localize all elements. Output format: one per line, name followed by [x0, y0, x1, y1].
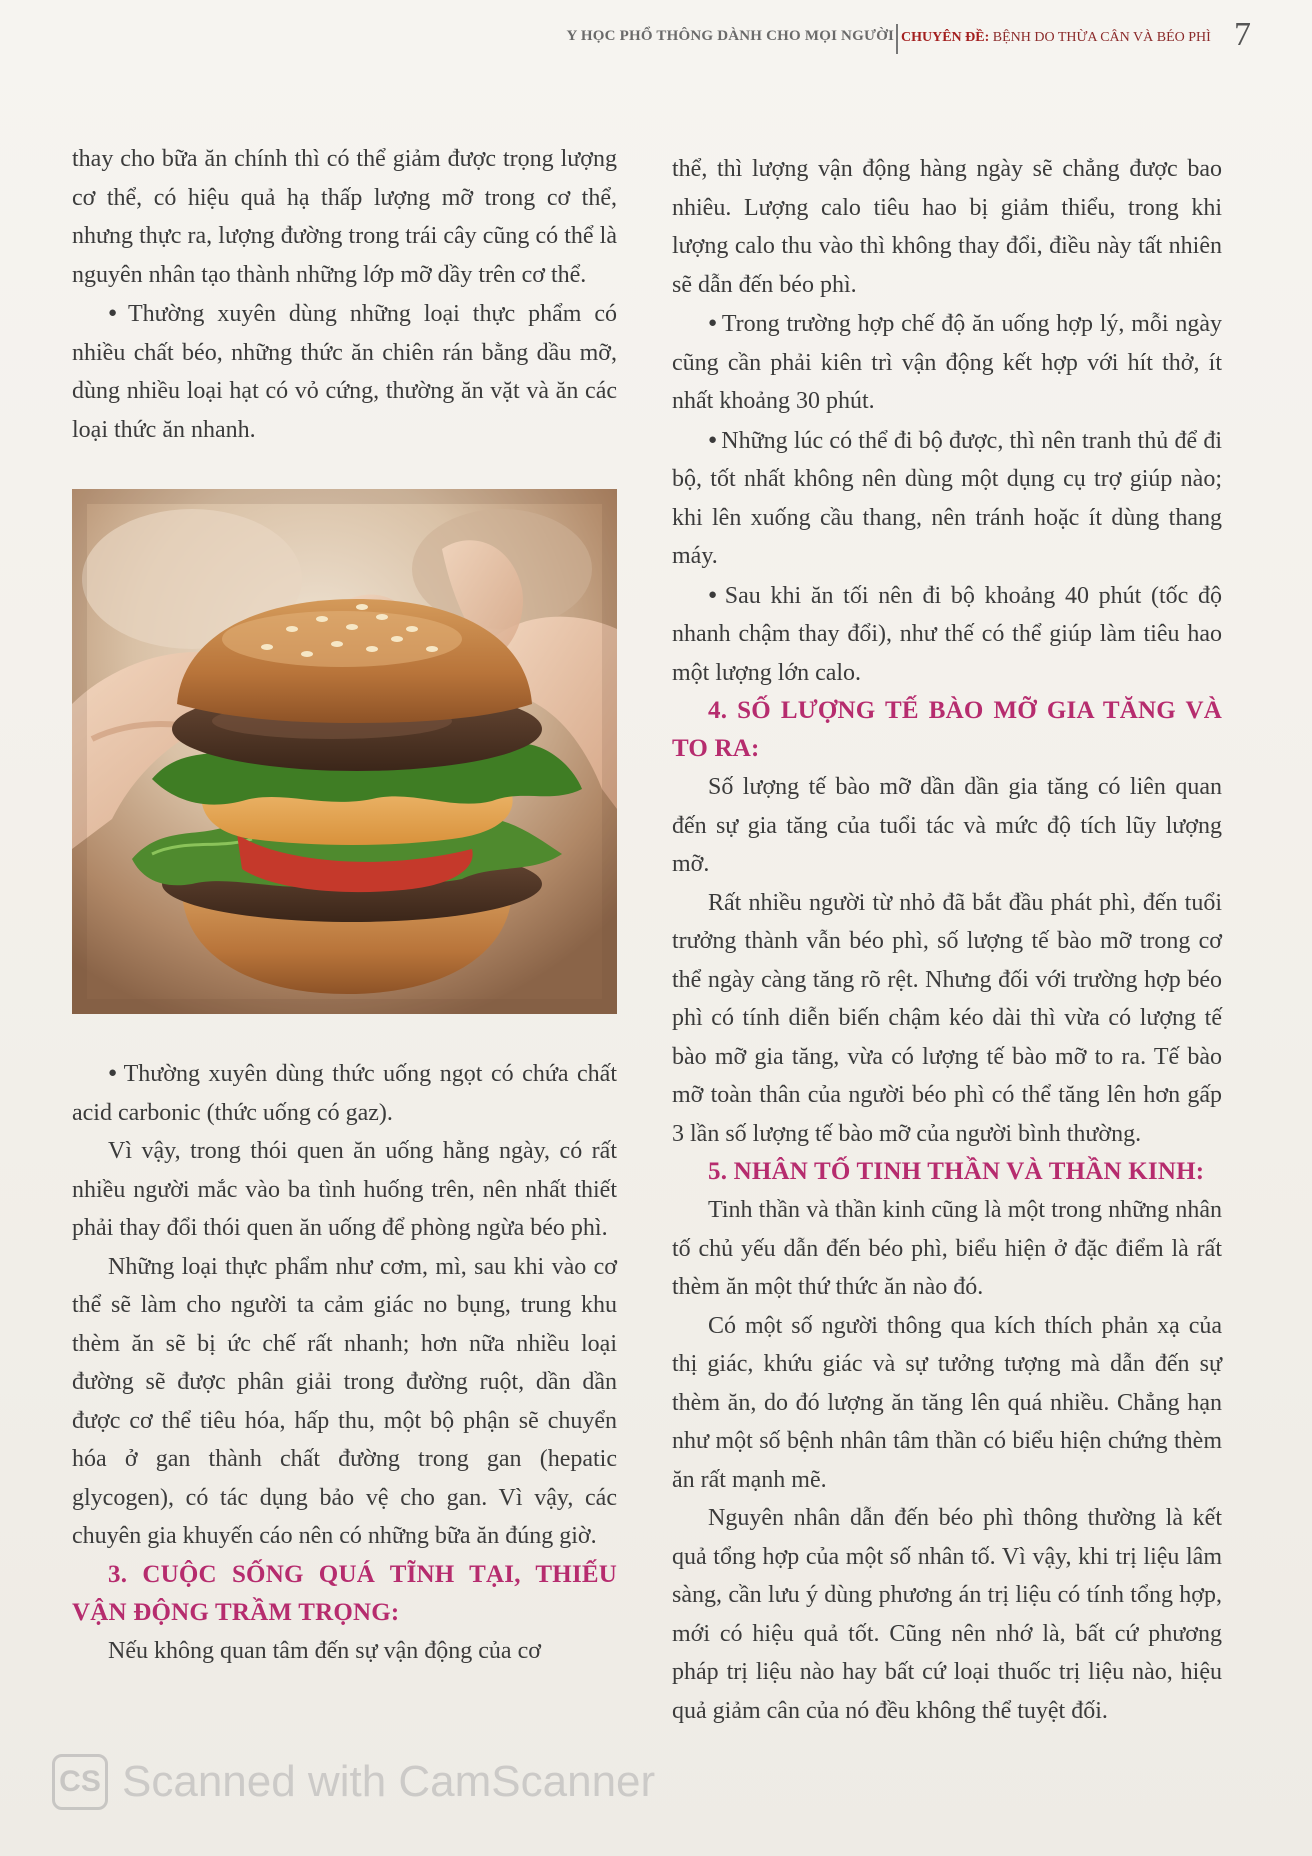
burger-photo — [72, 489, 617, 1014]
section-heading-4: 4. SỐ LƯỢNG TẾ BÀO MỠ GIA TĂNG VÀ TO RA: — [672, 697, 1222, 762]
header-topic-label: CHUYÊN ĐỀ: — [901, 30, 990, 45]
section-heading-3: 3. CUỘC SỐNG QUÁ TĨNH TẠI, THIẾU VẬN ĐỘNG TRẦM TRỌNG: — [72, 1560, 617, 1626]
bullet-paragraph — [672, 304, 1222, 421]
page-number: 7 — [1234, 16, 1251, 53]
bullet-paragraph — [672, 421, 1222, 576]
watermark-text: Scanned with CamScanner — [122, 1757, 656, 1806]
bullet-text: Thường xuyên dùng những loại thực phẩm có nhiều chất béo, những thức ăn chiên rán bằng dầu mỡ, dùng nhiều loại hạt có vỏ cứng, thường ăn vặt và ăn các loại thức ăn nhanh. — [72, 301, 617, 443]
bullet-paragraph — [672, 576, 1222, 693]
paragraph: Số lượng tế bào mỡ dần dần gia tăng có liên quan đến sự gia tăng của tuổi tác và mức độ tích lũy lượng mỡ. — [672, 774, 1222, 877]
burger-illustration — [72, 489, 617, 1014]
bullet-text: Sau khi ăn tối nên đi bộ khoảng 40 phút (tốc độ nhanh chậm thay đổi), như thế có thể giúp làm tiêu hao một lượng lớn calo. — [672, 582, 1223, 686]
paragraph: thể, thì lượng vận động hàng ngày sẽ chẳng được bao nhiêu. Lượng calo tiêu hao bị giảm thiểu, trong khi lượng calo thu vào thì không thay đổi, điều này tất nhiên sẽ dẫn đến béo phì. — [672, 156, 1222, 298]
bullet-text: Những lúc có thể đi bộ được, thì nên tranh thủ để đi bộ, tốt nhất không nên dùng một dụng cụ trợ giúp nào; khi lên xuống cầu thang, nên tránh hoặc ít dùng thang máy. — [672, 427, 1222, 569]
paragraph: Rất nhiều người từ nhỏ đã bắt đầu phát phì, đến tuổi trưởng thành vẫn béo phì, số lượng tế bào mỡ trong cơ thể ngày càng tăng rõ rệt. Nhưng đối với trường hợp béo phì có tính diễn biến chậm kéo dài thì vừa có lượng tế bào mỡ gia tăng, vừa có lượng tế bào mỡ to ra. Tế bào mỡ toàn thân của người béo phì có thể tăng lên hơn gấp 3 lần số lượng tế bào mỡ của người bình thường. — [672, 889, 1222, 1147]
paragraph: Vì vậy, trong thói quen ăn uống hằng ngày, có rất nhiều người mắc vào ba tình huống trên, nên nhất thiết phải thay đổi thói quen ăn uống để phòng ngừa béo phì. — [72, 1138, 617, 1241]
scanner-watermark — [52, 1752, 692, 1812]
paragraph: Tinh thần và thần kinh cũng là một trong những nhân tố chủ yếu dẫn đến béo phì, biểu hiện ở đặc điểm là rất thèm ăn một thứ thức ăn nào đó. — [672, 1197, 1222, 1300]
running-header — [0, 16, 1312, 62]
left-column — [72, 140, 617, 1670]
paragraph: Có một số người thông qua kích thích phản xạ của thị giác, khứu giác và sự tưởng tượng mà dẫn đến sự thèm ăn, do đó lượng ăn tăng lên quá nhiều. Chẳng hạn như một số bệnh nhân tâm thần có biểu hiện chứng thèm ăn rất mạnh mẽ. — [672, 1312, 1222, 1493]
right-column — [672, 150, 1222, 1730]
bullet-paragraph — [72, 294, 617, 449]
bullet-paragraph — [72, 1054, 617, 1132]
paragraph: Nếu không quan tâm đến sự vận động của cơ — [108, 1637, 541, 1664]
bullet-text: Thường xuyên dùng thức uống ngọt có chứa chất acid carbonic (thức uống có gaz). — [72, 1061, 618, 1126]
header-topic — [901, 30, 1211, 46]
header-topic-text: BỆNH DO THỪA CÂN VÀ BÉO PHÌ — [992, 30, 1211, 45]
camscanner-logo: CS — [52, 1754, 108, 1810]
header-divider — [896, 24, 898, 54]
paragraph: Nguyên nhân dẫn đến béo phì thông thường là kết quả tổng hợp của một số nhân tố. Vì vậy, khi trị liệu lâm sàng, cần lưu ý dùng phương án trị liệu có tính tổng hợp, mới có hiệu quả tốt. Cũng nên nhớ là, bất cứ phương pháp trị liệu nào hay bất cứ loại thuốc trị liệu nào, hiệu quả giảm cân của nó đều không thể tuyệt đối. — [672, 1505, 1222, 1724]
bullet-text: Trong trường hợp chế độ ăn uống hợp lý, mỗi ngày cũng cần phải kiên trì vận động kết hợp với hít thở, ít nhất khoảng 30 phút. — [672, 311, 1222, 414]
paragraph: thay cho bữa ăn chính thì có thể giảm được trọng lượng cơ thể, có hiệu quả hạ thấp lượng mỡ trong cơ thể, nhưng thực ra, lượng đường trong trái cây cũng có thể là nguyên nhân tạo thành những lớp mỡ dầy trên cơ thể. — [72, 146, 617, 288]
section-heading-5: 5. NHÂN TỐ TINH THẦN VÀ THẦN KINH: — [708, 1158, 1205, 1185]
paragraph: Những loại thực phẩm như cơm, mì, sau khi vào cơ thể sẽ làm cho người ta cảm giác no bụng, trung khu thèm ăn sẽ bị ức chế rất nhanh; hơn nữa nhiều loại đường sẽ được phân giải trong đường ruột, dần dần được cơ thể tiêu hóa, hấp thu, một bộ phận sẽ chuyển hóa ở gan thành chất đường trong gan (hepatic glycogen), có tác dụng bảo vệ cho gan. Vì vậy, các chuyên gia khuyến cáo nên có những bữa ăn đúng giờ. — [72, 1253, 617, 1549]
header-publication: Y HỌC PHỔ THÔNG DÀNH CHO MỌI NGƯỜI — [566, 28, 894, 44]
